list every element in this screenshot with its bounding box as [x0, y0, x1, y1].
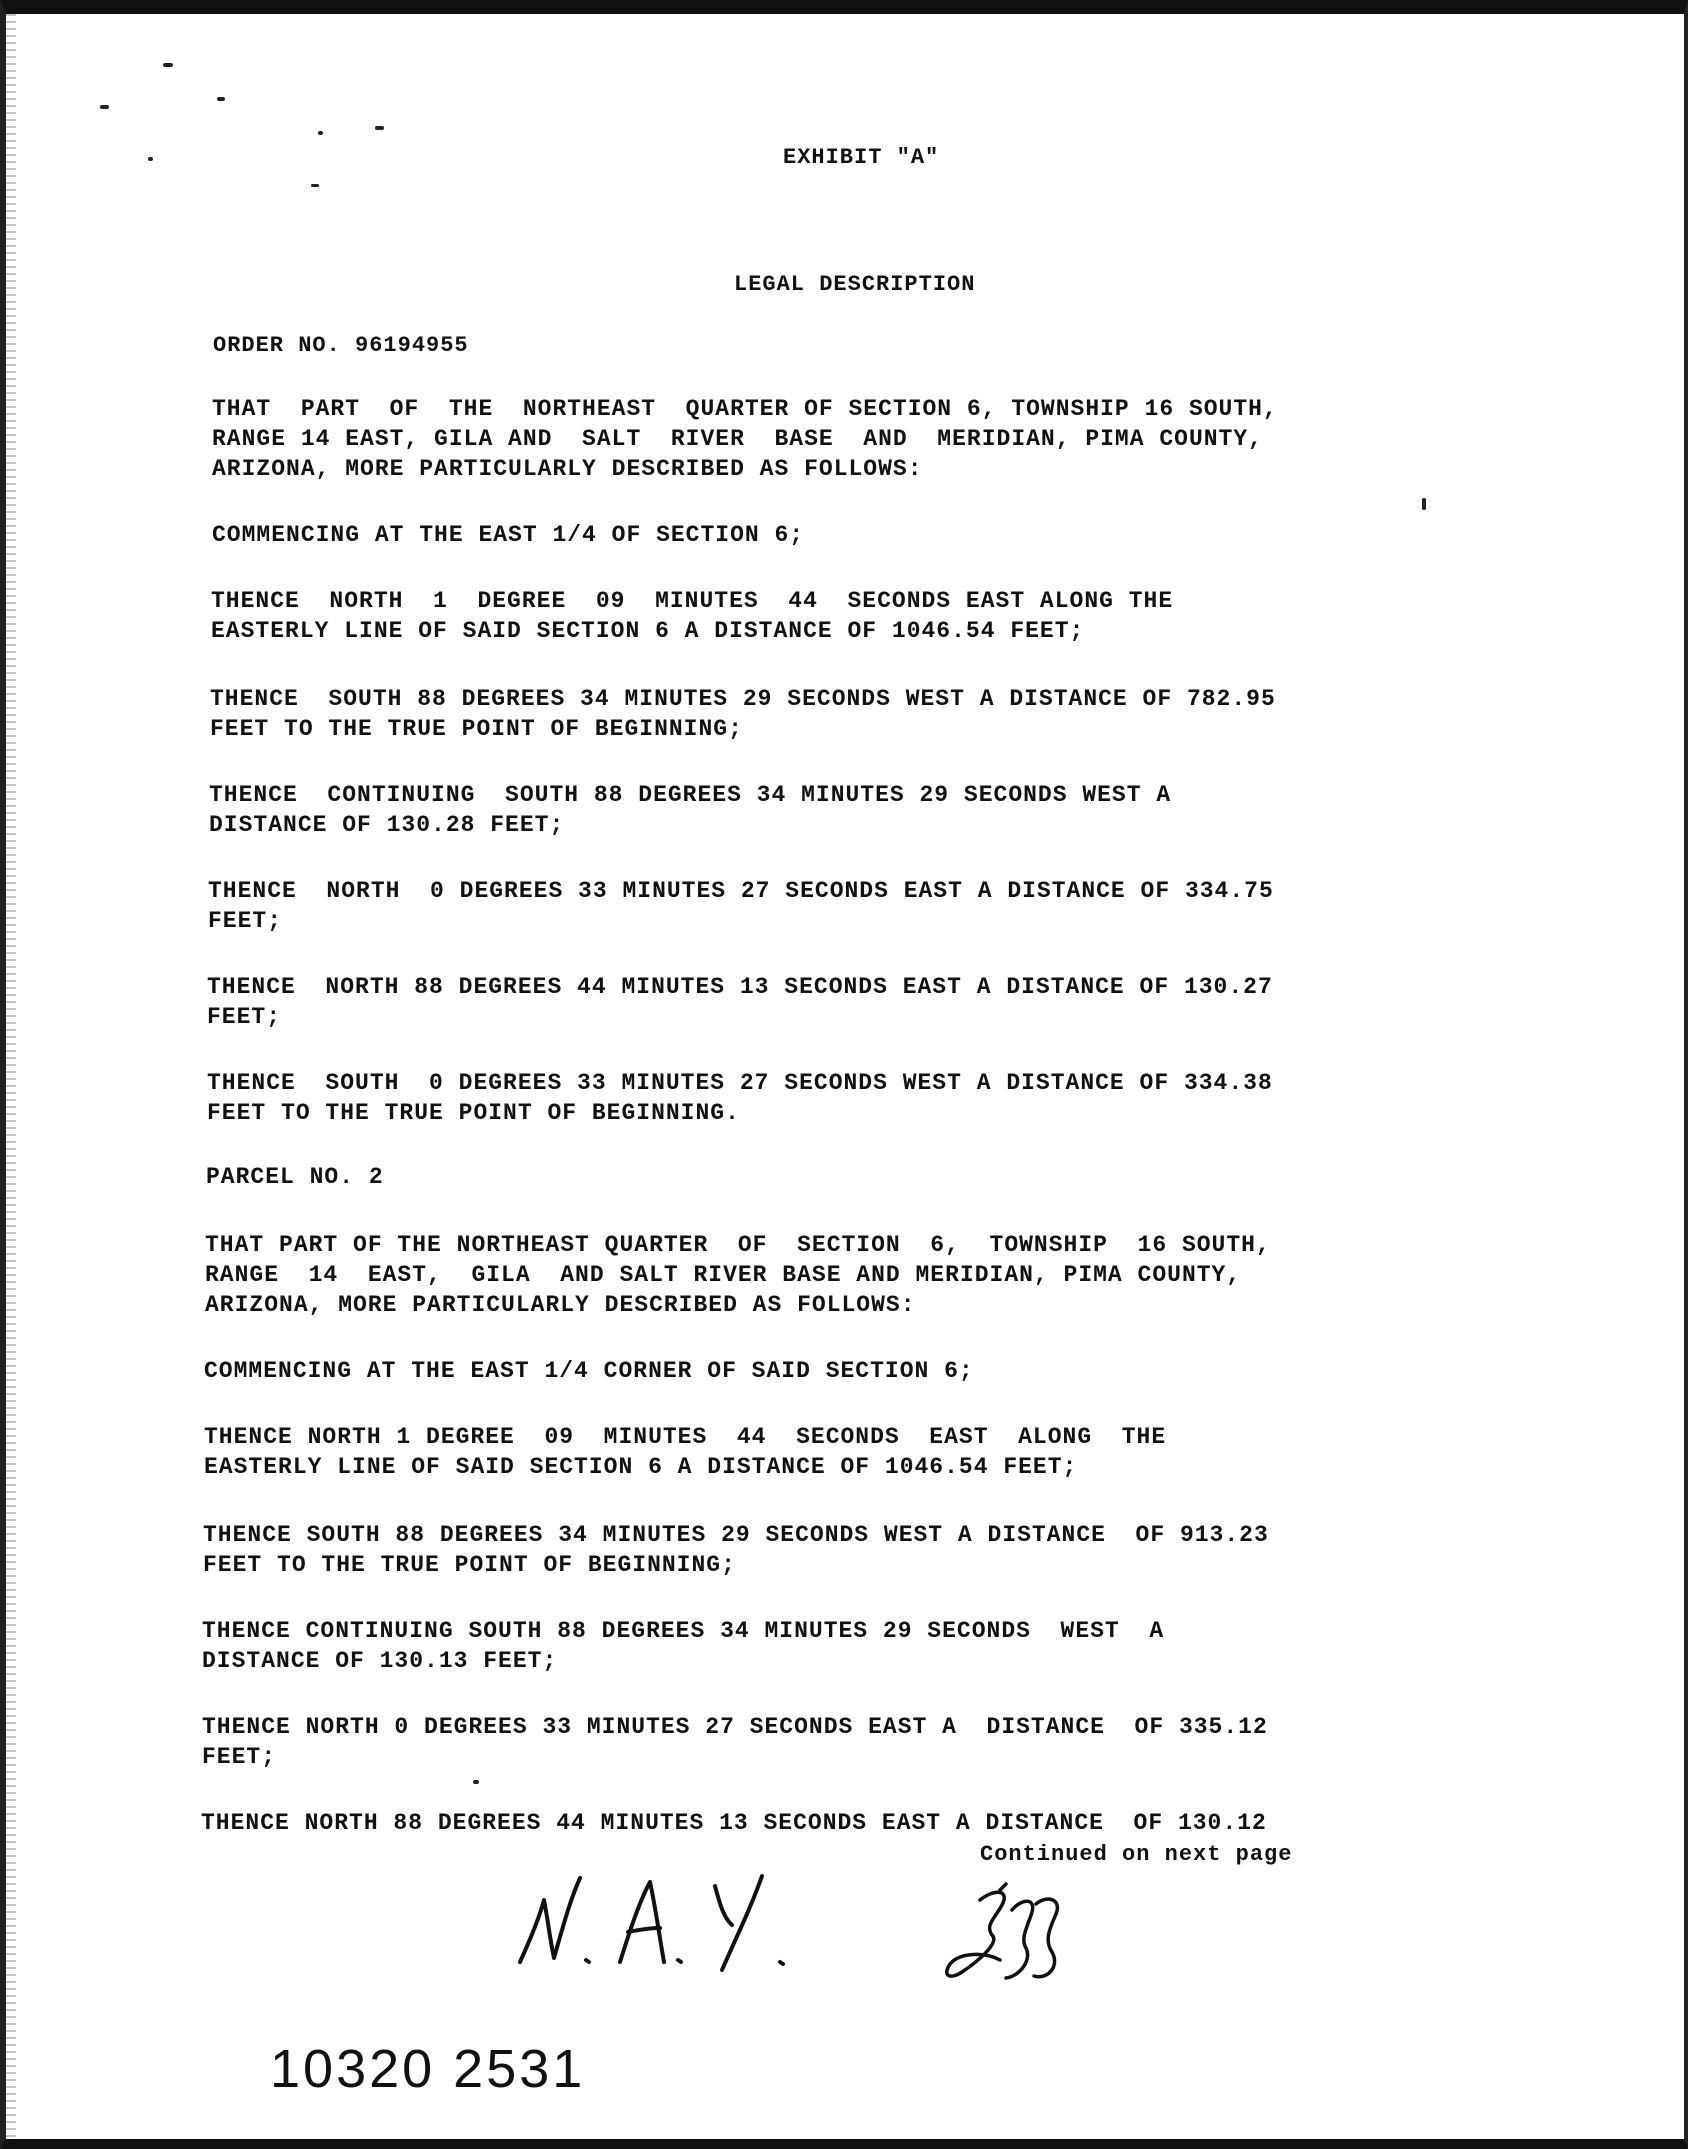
exhibit-title: EXHIBIT "A" [783, 145, 940, 170]
scan-edge-noise [6, 14, 16, 2139]
paragraph-parcel2-course-1: THENCE NORTH 1 DEGREE 09 MINUTES 44 SECONDS EAST ALONG THE EASTERLY LINE OF SAID SECTION 6 A DISTANCE OF 1046.54 FEET; [204, 1424, 1167, 1480]
paragraph-parcel2-commencing: COMMENCING AT THE EAST 1/4 CORNER OF SAID SECTION 6; [204, 1358, 974, 1384]
paragraph-parcel2-course-4: THENCE NORTH 0 DEGREES 33 MINUTES 27 SECONDS EAST A DISTANCE OF 335.12 FEET; [202, 1714, 1268, 1770]
scan-speck [163, 63, 173, 67]
handwritten-initials-scribble [940, 1880, 1090, 1990]
paragraph-parcel1-course-1: THENCE NORTH 1 DEGREE 09 MINUTES 44 SECONDS EAST ALONG THE EASTERLY LINE OF SAID SECTION 6 A DISTANCE OF 1046.54 FEET; [211, 588, 1174, 644]
scan-speck [318, 131, 323, 135]
paragraph-parcel2-course-2: THENCE SOUTH 88 DEGREES 34 MINUTES 29 SECONDS WEST A DISTANCE OF 913.23 FEET TO THE TRUE POINT OF BEGINNING; [203, 1522, 1269, 1578]
scan-speck [375, 126, 384, 130]
order-number: ORDER NO. 96194955 [213, 333, 469, 358]
paragraph-parcel1-course-4: THENCE NORTH 0 DEGREES 33 MINUTES 27 SECONDS EAST A DISTANCE OF 334.75 FEET; [208, 878, 1274, 934]
section-title: LEGAL DESCRIPTION [734, 272, 976, 297]
parcel-number-heading: PARCEL NO. 2 [206, 1164, 384, 1190]
paragraph-parcel1-course-5: THENCE NORTH 88 DEGREES 44 MINUTES 13 SECONDS EAST A DISTANCE OF 130.27 FEET; [207, 974, 1273, 1030]
scan-speck [473, 1780, 479, 1784]
paragraph-parcel2-course-3: THENCE CONTINUING SOUTH 88 DEGREES 34 MINUTES 29 SECONDS WEST A DISTANCE OF 130.13 FEET; [202, 1618, 1165, 1674]
paragraph-parcel2-intro: THAT PART OF THE NORTHEAST QUARTER OF SECTION 6, TOWNSHIP 16 SOUTH, RANGE 14 EAST, GILA AND SALT RIVER BASE AND MERIDIAN, PIMA COUNTY, ARIZONA, MORE PARTICULARLY DESCRIBED AS FOLLOWS: [205, 1232, 1271, 1318]
scan-speck [217, 97, 225, 101]
paragraph-parcel1-intro: THAT PART OF THE NORTHEAST QUARTER OF SECTION 6, TOWNSHIP 16 SOUTH, RANGE 14 EAST, GILA AND SALT RIVER BASE AND MERIDIAN, PIMA COUNTY, ARIZONA, MORE PARTICULARLY DESCRIBED AS FOLLOWS: [212, 396, 1278, 482]
scan-speck [311, 184, 319, 187]
continued-note: Continued on next page [980, 1842, 1293, 1867]
scan-speck [1422, 498, 1426, 510]
paragraph-parcel1-course-3: THENCE CONTINUING SOUTH 88 DEGREES 34 MINUTES 29 SECONDS WEST A DISTANCE OF 130.28 FEET; [209, 782, 1172, 838]
scan-speck [100, 105, 109, 109]
paragraph-parcel1-course-2: THENCE SOUTH 88 DEGREES 34 MINUTES 29 SECONDS WEST A DISTANCE OF 782.95 FEET TO THE TRUE POINT OF BEGINNING; [210, 686, 1276, 742]
handwritten-initials-signature [510, 1870, 830, 1980]
scan-speck [148, 157, 153, 161]
paragraph-parcel1-commencing: COMMENCING AT THE EAST 1/4 OF SECTION 6; [212, 522, 805, 548]
paragraph-parcel2-course-5: THENCE NORTH 88 DEGREES 44 MINUTES 13 SECONDS EAST A DISTANCE OF 130.12 [201, 1810, 1267, 1836]
document-stamp-number: 10320 2531 [270, 2039, 586, 2099]
paragraph-parcel1-course-6: THENCE SOUTH 0 DEGREES 33 MINUTES 27 SECONDS WEST A DISTANCE OF 334.38 FEET TO THE TRUE POINT OF BEGINNING. [207, 1070, 1273, 1126]
